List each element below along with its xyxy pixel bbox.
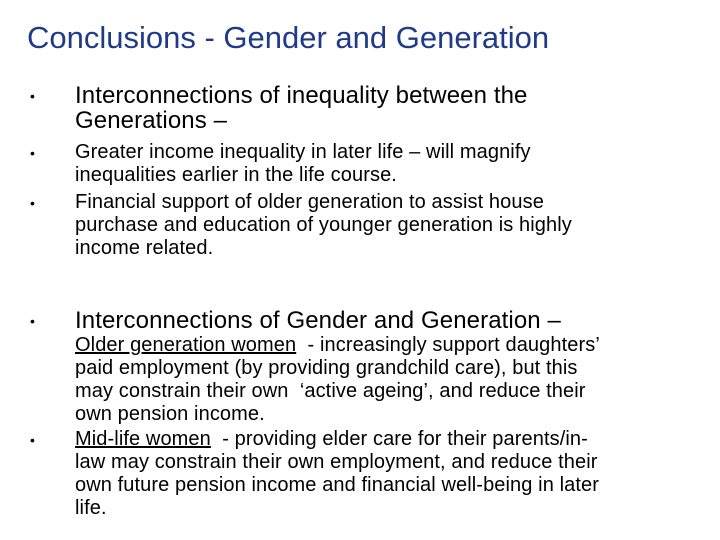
section2-item1-rest: - increasingly support daughters’ [296, 334, 600, 356]
section2-item1-line3: may constrain their own ‘active ageing’, and reduce their [75, 380, 586, 402]
section1-item2-line2: purchase and education of younger generation is highly [75, 214, 572, 236]
section1-item1-line1: Greater income inequality in later life – will magnify [75, 141, 531, 163]
section2-item2-line1 [75, 428, 599, 451]
section2-item1 [75, 334, 600, 426]
section2-heading: Interconnections of Gender and Generation – [75, 307, 561, 334]
bullet-icon: • [30, 145, 35, 161]
section1-heading-line1: Interconnections of inequality between the [75, 82, 528, 109]
section2-item1-line1 [75, 334, 600, 357]
section2-item2-line2: law may constrain their own employment, and reduce their [75, 451, 598, 473]
bullet-icon: • [30, 313, 35, 329]
section2-item2 [75, 428, 599, 520]
section1-item1 [75, 141, 531, 187]
section2-item2-underlined: Mid-life women [75, 428, 211, 450]
section1-item2 [75, 191, 572, 260]
section1-item1-line2: inequalities earlier in the life course. [75, 164, 397, 186]
section2-item2-line4: life. [75, 497, 107, 519]
bullet-icon: • [30, 195, 35, 211]
section1-item2-line3: income related. [75, 237, 214, 259]
bullet-icon: • [30, 432, 35, 448]
section2-item2-rest: - providing elder care for their parents/in- [210, 428, 588, 450]
bullet-icon: • [30, 88, 35, 104]
slide-title: Conclusions - Gender and Generation [27, 20, 550, 55]
section2-item1-line4: own pension income. [75, 403, 265, 425]
section2-item1-underlined: Older generation women [75, 334, 297, 356]
section1-item2-line1: Financial support of older generation to assist house [75, 191, 544, 213]
section1-heading [75, 83, 528, 133]
section1-heading-line2: Generations – [75, 107, 228, 134]
section2-item2-line3: own future pension income and financial well-being in later [75, 474, 599, 496]
section2-item1-line2: paid employment (by providing grandchild care), but this [75, 357, 578, 379]
